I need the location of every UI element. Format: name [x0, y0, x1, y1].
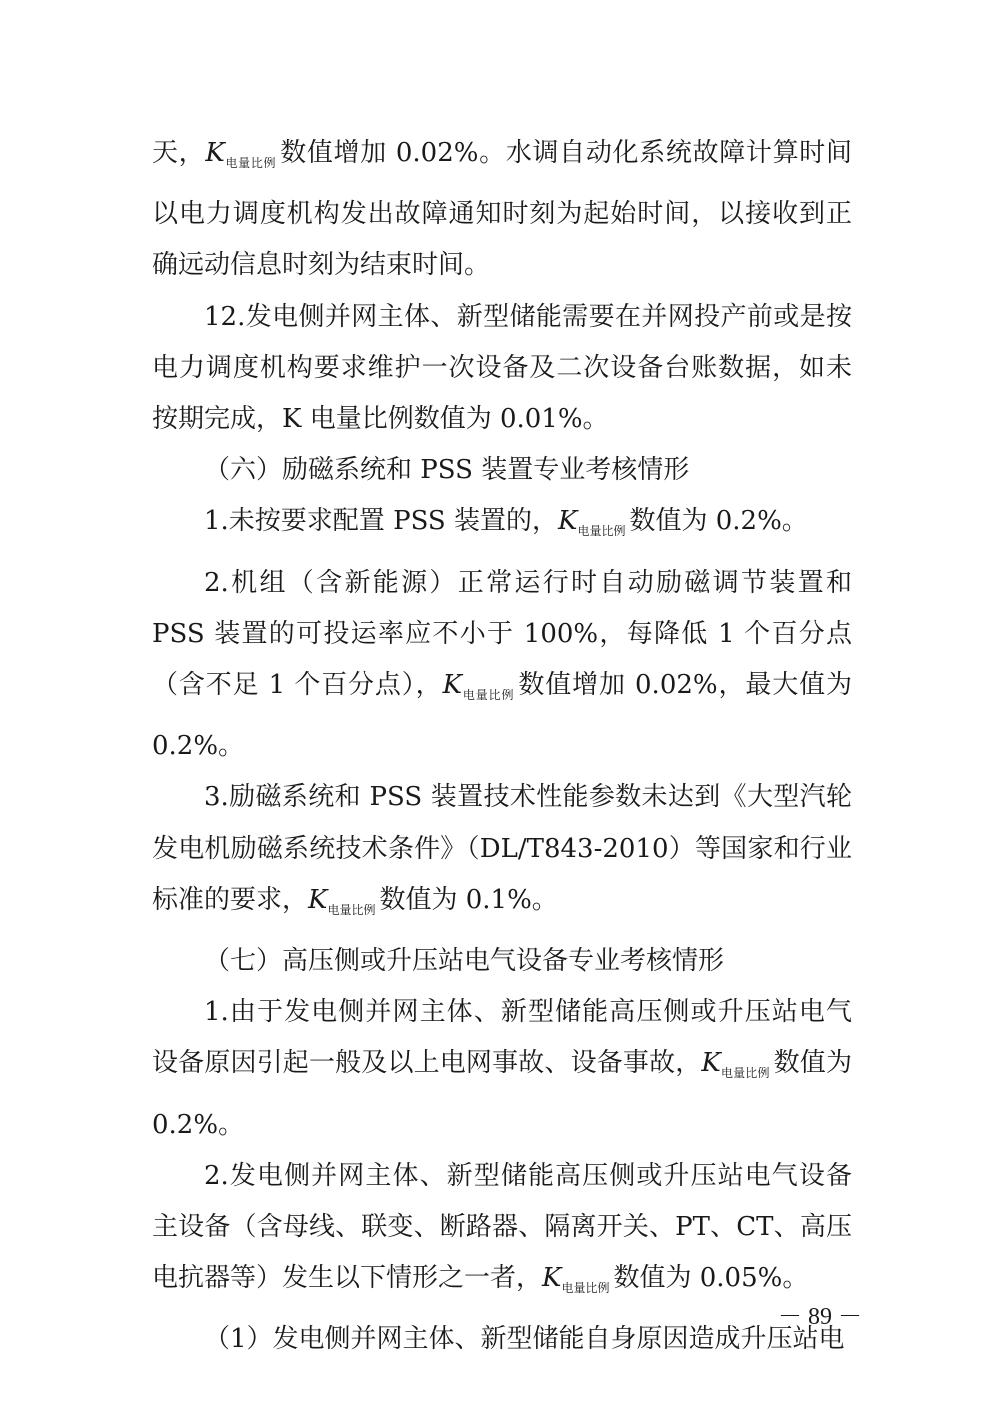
document-body	[152, 128, 852, 1366]
k-symbol: K	[308, 884, 328, 915]
k-symbol: K	[205, 138, 225, 168]
k-subscript: 电量比例	[224, 156, 277, 170]
paragraph-item-12: 12.发电侧并网主体、新型储能需要在并网投产前或是按电力调度机构要求维护一次设备及二次设备台账数据，如未按期完成，K 电量比例数值为 0.01%。	[152, 301, 852, 435]
paragraph-item-2b	[152, 1151, 852, 1315]
text: 数值为 0.05%。	[613, 1263, 809, 1294]
k-symbol: K	[542, 1263, 562, 1294]
paragraph-item-2	[152, 558, 852, 773]
k-symbol: K	[442, 670, 462, 701]
section-heading-6: （六）励磁系统和 PSS 装置专业考核情形	[204, 455, 690, 486]
paragraph-item-3	[152, 772, 852, 936]
text: 2.机组（含新能源）正常运行时自动励磁调节装置和 PSS 装置的可投运率应不小于 100%，每降低 1 个百分点（含不足 1 个百分点），	[152, 567, 852, 701]
paragraph-subitem-1: （1）发电侧并网主体、新型储能自身原因造成升压站电	[204, 1324, 845, 1355]
text: 数值增加 0.02%。水调自动化系统故障计算时间以电力调度机构发出故障通知时刻为起始时间，以接收到正确远动信息时刻为结束时间。	[152, 138, 852, 281]
k-subscript: 电量比例	[720, 1066, 770, 1081]
k-symbol: K	[701, 1048, 721, 1079]
k-subscript: 电量比例	[561, 1281, 610, 1296]
paragraph-item-1	[152, 496, 852, 557]
k-subscript: 电量比例	[327, 902, 376, 917]
paragraph-item-1b	[152, 987, 852, 1151]
text: 2.发电侧并网主体、新型储能高压侧或升压站电气设备主设备（含母线、联变、断路器、隔离开关、PT、CT、高压电抗器等）发生以下情形之一者，	[152, 1160, 852, 1294]
text: 数值为 0.2%。	[629, 506, 808, 537]
k-symbol: K	[558, 506, 578, 537]
text: 数值为 0.1%。	[379, 884, 558, 915]
page-number: － 89 －	[778, 1304, 862, 1330]
text: 1.由于发电侧并网主体、新型储能高压侧或升压站电气设备原因引起一般及以上电网事故、设备事故，	[152, 997, 852, 1079]
text: 数值为 0.2%。	[152, 1048, 852, 1140]
text: 天，	[152, 138, 206, 168]
paragraph-continued	[152, 128, 852, 292]
k-subscript: 电量比例	[577, 524, 626, 539]
k-subscript: 电量比例	[462, 688, 515, 703]
section-heading-7: （七）高压侧或升压站电气设备专业考核情形	[204, 946, 725, 977]
text: 数值增加 0.02%，最大值为 0.2%。	[152, 670, 852, 762]
text: 1.未按要求配置 PSS 装置的，	[204, 506, 558, 537]
text: 3.励磁系统和 PSS 装置技术性能参数未达到《大型汽轮发电机励磁系统技术条件》（DL/T843-2010）等国家和行业标准的要求，	[152, 782, 852, 915]
